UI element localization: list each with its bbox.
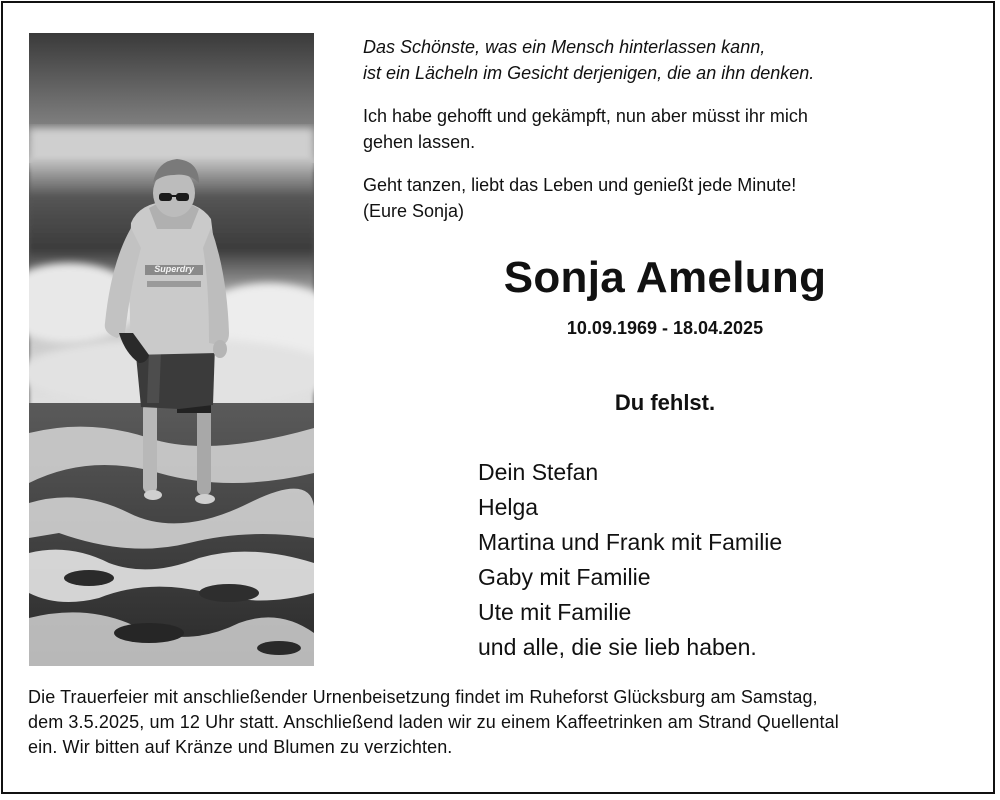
mourner-item: Ute mit Familie	[478, 599, 632, 625]
portrait-photo	[29, 33, 314, 666]
hoodie-print: Superdry	[154, 264, 194, 274]
farewell-message: Du fehlst.	[614, 390, 716, 415]
mourner-item: Martina und Frank mit Familie	[478, 529, 783, 555]
mourners-list	[478, 455, 782, 665]
life-dates: 10.09.1969 - 18.04.2025	[566, 318, 764, 338]
mourner-item: Gaby mit Familie	[478, 564, 651, 590]
personal-message-2: Geht tanzen, liebt das Leben und genießt jede Minute! (Eure Sonja)	[363, 175, 797, 221]
mourner-item: Dein Stefan	[478, 459, 599, 485]
funeral-notice: Die Trauerfeier mit anschließender Urnenbeisetzung findet im Ruheforst Glücksburg am Samstag, dem 3.5.2025, um 12 Uhr statt. Anschließend laden wir zu einem Kaffeetrinken am Strand Quellental ein. Wir bitten auf Kränze und Blumen zu verzichten.	[28, 687, 839, 757]
deceased-name: Sonja Amelung	[503, 253, 827, 302]
mourner-item: Helga	[478, 494, 539, 520]
mourner-item: und alle, die sie lieb haben.	[478, 634, 757, 660]
memorial-quote: Das Schönste, was ein Mensch hinterlassen kann, ist ein Lächeln im Gesicht derjenigen, die an ihn denken.	[363, 37, 815, 83]
beach-photo-graphic	[29, 33, 314, 666]
personal-message-1: Ich habe gehofft und gekämpft, nun aber müsst ihr mich gehen lassen.	[363, 106, 808, 152]
